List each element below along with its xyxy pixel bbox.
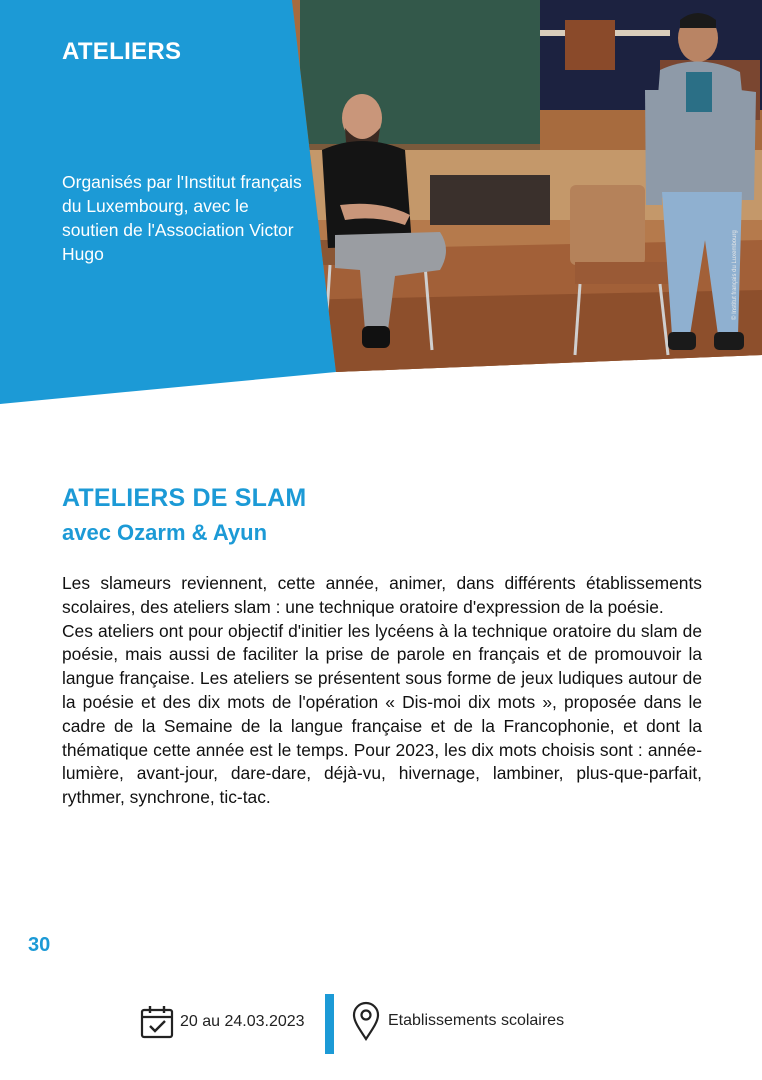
article-title: ATELIERS DE SLAM: [62, 484, 307, 512]
article-body: [62, 572, 702, 810]
body-paragraph: Ces ateliers ont pour objectif d'initier les lycéens à la technique oratoire du slam de poésie, mais aussi de faciliter la prise de parole en français et de promouvoir la langue française. Les ateliers se présentent sous forme de jeux ludiques autour de la poésie et des dix mots de l'opération « Dis-moi dix mots », proposée dans le cadre de la Semaine de la langue française et de la Francophonie, et dont la thématique cette année est le temps. Pour 2023, les dix mots choisis sont : année-lumière, avant-jour, dare-dare, déjà-vu, hivernage, lambiner, plus-que-parfait, rythmer, synchrone, tic-tac.: [62, 620, 702, 808]
header-banner: [0, 0, 762, 410]
calendar-check-icon: [140, 1004, 176, 1040]
footer-date: [140, 1004, 305, 1040]
map-pin-icon: [352, 1001, 380, 1041]
page-number: 30: [28, 934, 51, 956]
section-label: ATELIERS: [62, 38, 182, 65]
event-place: Etablissements scolaires: [388, 1012, 565, 1029]
event-date: 20 au 24.03.2023: [180, 1013, 305, 1030]
footer-place: [352, 1000, 564, 1042]
workshop-photo: [290, 0, 762, 380]
article-subtitle: avec Ozarm & Ayun: [62, 520, 268, 545]
photo-credit: © Institut français du Luxembourg: [732, 230, 738, 320]
footer-divider: [325, 994, 334, 1054]
body-paragraph: Les slameurs reviennent, cette année, animer, dans différents établissements scolaires, des ateliers slam : une technique oratoire d'expression de la poésie.: [62, 573, 702, 617]
organizers-text: Organisés par l'Institut français du Luxembourg, avec le soutien de l'Association Victor Hugo: [62, 172, 302, 264]
